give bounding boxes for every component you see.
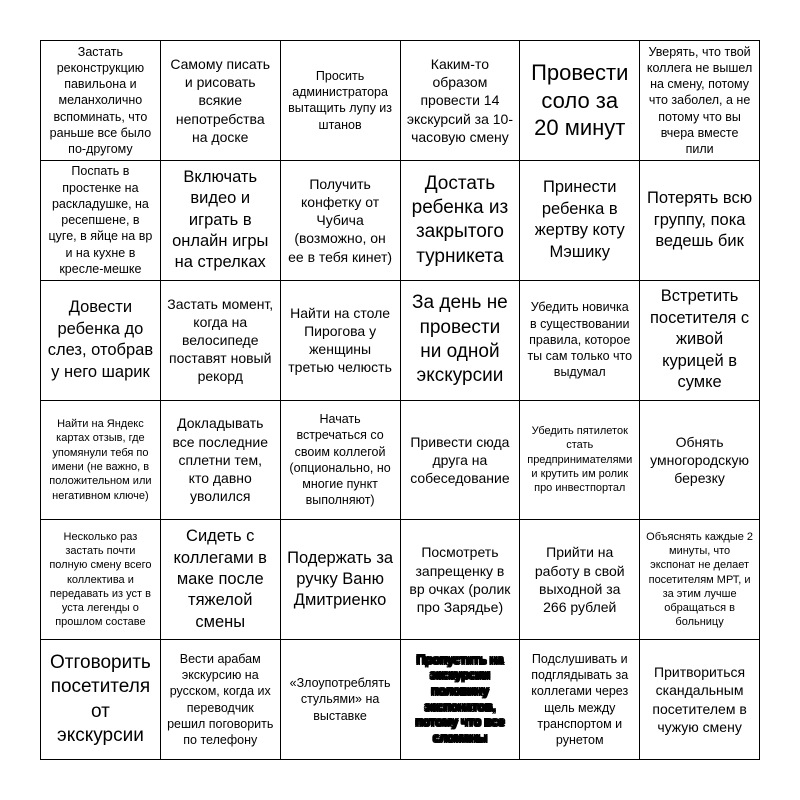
bingo-cell[interactable] [281,401,401,521]
bingo-cell[interactable] [281,520,401,640]
bingo-cell[interactable] [640,161,760,281]
bingo-cell[interactable] [520,281,640,401]
bingo-board [40,40,760,760]
cell-text: Поспать в простенке на раскладушке, на ресепшене, в цуге, в яйце на вр и на кухне в кресле-мешке [48,164,153,276]
bingo-cell[interactable] [281,161,401,281]
cell-text: Начать встречаться со своим коллегой (опционально, но многие пункт выполняют) [289,412,391,508]
bingo-cell[interactable] [161,161,281,281]
cell-text: Привести сюда друга на собеседование [410,433,510,486]
cell-text: «Злоупотреблять стульями» на выставке [289,676,391,723]
bingo-cell[interactable] [281,281,401,401]
cell-text: Подержать за ручку Ваню Дмитриенко [287,548,394,610]
cell-text: Каким-то образом провести 14 экскурсий за 10-часовую смену [406,55,514,145]
cell-text: Довести ребенка до слез, отобрав у него шарик [47,298,154,381]
cell-text: Убедить пятилеток стать предпринимателями и крутить им ролик про инвестпортал [527,425,633,495]
cell-text: Найти на столе Пирогова у женщины третью челюсть [288,304,392,376]
bingo-cell[interactable] [281,640,401,760]
bingo-cell[interactable] [520,401,640,521]
bingo-cell[interactable] [401,401,521,521]
cell-text: Посмотреть запрещенку в вр очках (ролик про Зарядье) [409,544,511,615]
cell-text: Пропустить на экскурсии половину экспонатов, потому что все сломаны [415,652,505,745]
bingo-cell[interactable] [161,281,281,401]
bingo-cell[interactable] [161,401,281,521]
bingo-cell[interactable] [401,281,521,401]
bingo-cell[interactable] [401,520,521,640]
cell-text: Несколько раз застать почти полную смену всего коллектива и передавать из уст в уста легенды о прошлом составе [49,530,152,629]
bingo-cell[interactable] [401,161,521,281]
bingo-cell[interactable] [401,41,521,161]
bingo-cell[interactable] [161,41,281,161]
cell-text: Обнять умногородскую березку [650,433,749,486]
bingo-cell[interactable] [520,640,640,760]
cell-text: Просить администратора вытащить лупу из штанов [288,68,393,132]
cell-text: Уверять, что твой коллега не вышел на смену, потому что заболел, а не потому что вы вчера вместе пили [646,44,753,157]
bingo-cell[interactable] [161,520,281,640]
bingo-cell[interactable] [520,161,640,281]
bingo-cell[interactable] [520,520,640,640]
cell-text: Прийти на работу в свой выходной за 266 рублей [534,544,625,615]
cell-text: Найти на Яндекс картах отзыв, где упомянули тебя по имени (не важно, в положительном или негативном ключе) [49,418,152,502]
cell-text: Докладывать все последние сплетни тем, кто давно уволился [172,415,268,505]
bingo-cell[interactable] [401,640,521,760]
cell-text: Подслушивать и подглядывать за коллегами через щель между транспортом и рунетом [531,651,629,748]
bingo-cell[interactable] [41,161,161,281]
cell-text: Провести соло за 20 минут [531,60,629,141]
cell-text: Застать момент, когда на велосипеде поставят новый рекорд [167,295,274,385]
bingo-cell[interactable] [41,401,161,521]
bingo-cell[interactable] [161,640,281,760]
bingo-cell[interactable] [640,640,760,760]
cell-text: За день не провести ни одной экскурсии [412,292,508,387]
cell-text: Отговорить посетителя от экскурсии [50,651,151,746]
bingo-cell[interactable] [640,41,760,161]
bingo-cell[interactable] [520,41,640,161]
bingo-cell[interactable] [41,640,161,760]
bingo-cell[interactable] [281,41,401,161]
cell-text: Сидеть с коллегами в маке после тяжелой смены [173,527,267,631]
cell-text: Встретить посетителя с живой курицей в сумке [649,287,750,392]
cell-text: Объяснять каждые 2 минуты, что экспонат не делает посетителям МРТ, и за этим лучше обращаться в больницу [646,530,753,629]
bingo-cell[interactable] [640,520,760,640]
cell-text: Получить конфетку от Чубича (возможно, он ее в тебя кинет) [288,175,393,265]
cell-text: Убедить новичка в существовании правила, которое ты сам только что выдумал [527,300,633,380]
cell-text: Самому писать и рисовать всякие непотребства на доске [170,55,271,145]
bingo-cell[interactable] [41,41,161,161]
bingo-cell[interactable] [640,401,760,521]
cell-text: Достать ребенка из закрытого турникета [411,172,509,267]
bingo-cell[interactable] [41,520,161,640]
cell-text: Притвориться скандальным посетителем в чужую смену [652,664,747,735]
cell-text: Включать видео и играть в онлайн игры на стрелках [172,167,269,272]
bingo-cell[interactable] [41,281,161,401]
cell-text: Принести ребенка в жертву коту Мэшику [534,178,625,261]
cell-text: Застать реконструкцию павильона и меланхолично вспоминать, что раньше все было по-другому [49,44,152,157]
cell-text: Потерять всю группу, пока ведешь бик [647,189,753,250]
bingo-cell[interactable] [640,281,760,401]
cell-text: Вести арабам экскурсию на русском, когда их переводчик решил поговорить по телефону [167,651,274,748]
